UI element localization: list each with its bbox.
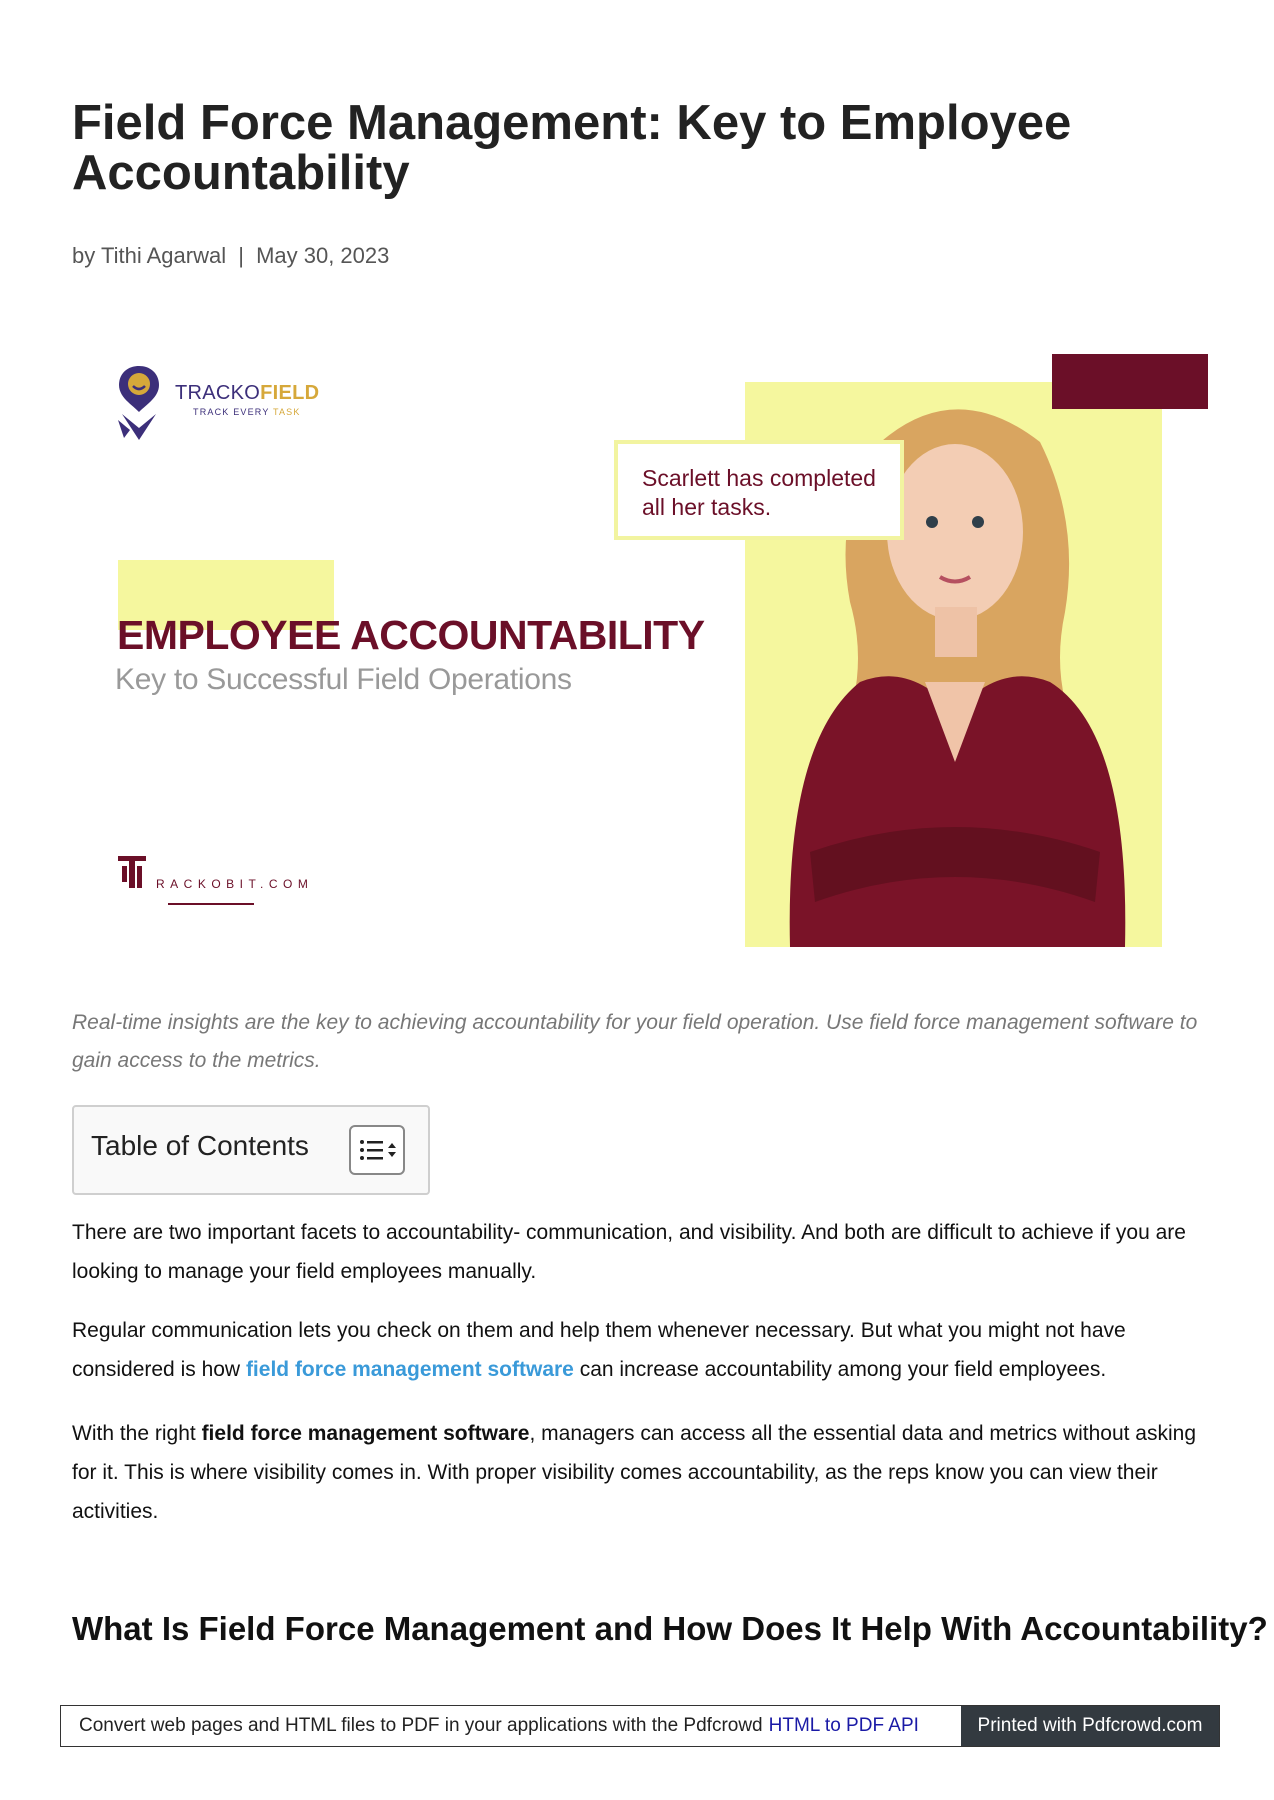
table-of-contents	[72, 1105, 430, 1195]
list-toggle-icon	[357, 1136, 397, 1164]
article-title: Field Force Management: Key to Employee Accountability	[72, 96, 1072, 200]
trackofield-brand: TRACKOFIELD	[175, 382, 320, 404]
byline	[72, 243, 389, 269]
trackobit-brand: RACKOBIT.COM	[156, 877, 314, 891]
byline-separator: |	[238, 243, 244, 268]
trackobit-logo-icon	[116, 852, 156, 890]
toc-title: Table of Contents	[91, 1130, 309, 1161]
pdfcrowd-badge[interactable]: Printed with Pdfcrowd.com	[961, 1706, 1219, 1746]
publish-date: May 30, 2023	[256, 243, 390, 268]
footer-message: Convert web pages and HTML files to PDF in your applications with the Pdfcrowd HTML to PDF API	[79, 1715, 919, 1736]
toc-toggle-button[interactable]	[349, 1125, 405, 1175]
image-caption: Real-time insights are the key to achieving accountability for your field operation. Use field force management software to gain access to the metrics.	[72, 1011, 1198, 1072]
body-paragraph-3: With the right field force management software, managers can access all the essential data and metrics without asking for it. This is where visibility comes in. With proper visibility comes accountability, as the reps know you can view their activities.	[72, 1422, 1196, 1523]
pdfcrowd-footer	[60, 1705, 1220, 1747]
section-heading: What Is Field Force Management and How Does It Help With Accountability?	[72, 1610, 1268, 1647]
hero-subheadline: Key to Successful Field Operations	[115, 663, 572, 696]
hero-headline: EMPLOYEE ACCOUNTABILITY	[117, 612, 705, 658]
body-paragraph-1: There are two important facets to accountability- communication, and visibility. And both are difficult to achieve if you are looking to manage your field employees manually.	[72, 1221, 1186, 1283]
field-force-software-link[interactable]: field force management software	[245, 1358, 574, 1381]
author-prefix: by	[72, 243, 96, 268]
trackofield-tagline: TRACK EVERY TASK	[193, 407, 301, 417]
author-link[interactable]: Tithi Agarwal	[100, 243, 227, 268]
task-completed-bubble: Scarlett has completed all her tasks.	[614, 440, 904, 540]
trackobit-underline	[168, 903, 254, 905]
bold-term: field force management software	[201, 1422, 530, 1445]
html-to-pdf-api-link[interactable]: HTML to PDF API	[768, 1715, 919, 1736]
trackofield-logo-icon	[116, 364, 162, 440]
featured-image	[100, 350, 1210, 950]
body-paragraph-2: Regular communication lets you check on them and help them whenever necessary. But what you might not have considered is how field force management software can increase accountability among your field employees.	[72, 1319, 1126, 1381]
